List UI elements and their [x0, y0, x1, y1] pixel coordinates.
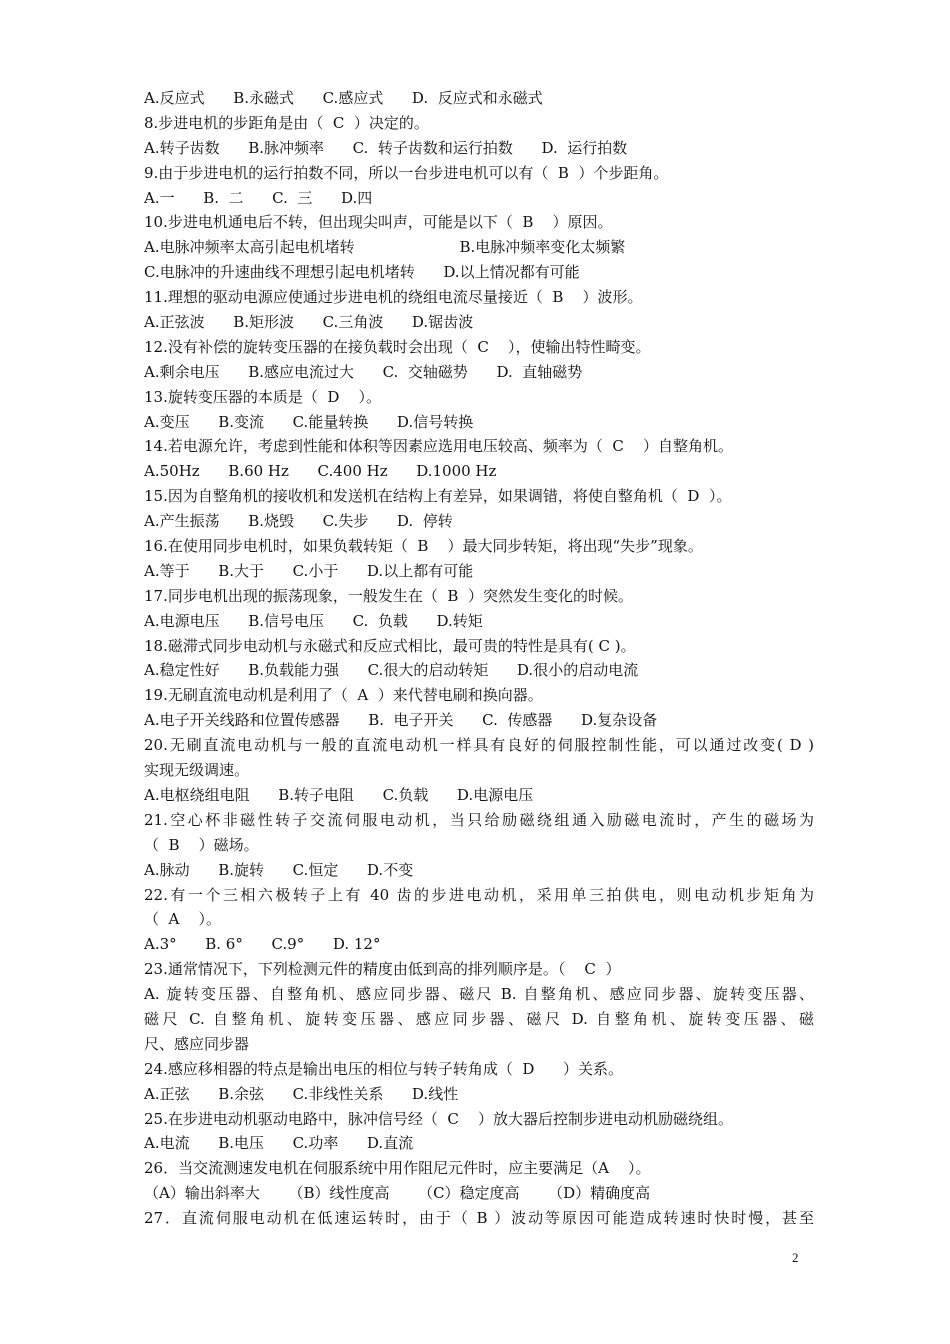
text-line: 27．直流伺服电动机在低速运转时，由于（ B ）波动等原因可能造成转速时快时慢，甚至 [144, 1209, 814, 1228]
text-line: A.脉动 B.旋转 C.恒定 D.不变 [144, 860, 414, 879]
text-line: 22.有一个三相六极转子上有 40 齿的步进电动机，采用单三拍供电，则电动机步矩角为 [144, 885, 814, 904]
page-number: 2 [792, 1250, 799, 1265]
text-line: A.正弦 B.余弦 C.非线性关系 D.线性 [144, 1084, 459, 1103]
text-line: 9.由于步进电机的运行拍数不同，所以一台步进电机可以有（ B ）个步距角。 [144, 163, 669, 182]
text-line: A.电脉冲频率太高引起电机堵转 B.电脉冲频率变化太频繁 [144, 238, 626, 257]
question-text-block [144, 86, 814, 1231]
text-line: A.50Hz B.60 Hz C.400 Hz D.1000 Hz [144, 462, 497, 481]
text-line: A.反应式 B.永磁式 C.感应式 D. 反应式和永磁式 [144, 89, 543, 107]
text-line: 14.若电源允许，考虑到性能和体积等因素应选用电压较高、频率为（ C ）自整角机。 [144, 437, 733, 456]
text-line: 19.无刷直流电动机是利用了（ A ）来代替电刷和换向器。 [144, 686, 543, 705]
text-line: 10.步进电机通电后不转，但出现尖叫声，可能是以下（ B ）原因。 [144, 213, 613, 232]
text-line: 实现无级调速。 [144, 761, 250, 780]
text-line: A.等于 B.大于 C.小于 D.以上都有可能 [144, 561, 474, 580]
text-line: A.一 B. 二 C. 三 D.四 [144, 188, 373, 207]
text-line: 15.因为自整角机的接收机和发送机在结构上有差异，如果调错，将使自整角机（ D ）。 [144, 487, 732, 506]
text-line: A.剩余电压 B.感应电流过大 C. 交轴磁势 D. 直轴磁势 [144, 362, 583, 381]
text-line: 24.感应移相器的特点是输出电压的相位与转子转角成（ D ）关系。 [144, 1059, 624, 1078]
text-line: 17.同步电机出现的振荡现象，一般发生在（ B ）突然发生变化的时候。 [144, 586, 633, 605]
text-line: （ A ）。 [144, 910, 221, 929]
text-line: 磁尺 C. 自整角机、旋转变压器、感应同步器、磁尺 D. 自整角机、旋转变压器、磁 [144, 1009, 814, 1028]
text-line: A.电流 B.电压 C.功率 D.直流 [144, 1134, 414, 1153]
text-line: A.电子开关线路和位置传感器 B. 电子开关 C. 传感器 D.复杂设备 [144, 711, 658, 730]
text-line: A.电枢绕组电阻 B.转子电阻 C.负载 D.电源电压 [144, 785, 534, 804]
text-line: （ B ）磁场。 [144, 835, 259, 854]
text-line: 13.旋转变压器的本质是（ D ）。 [144, 387, 381, 406]
text-line: 23.通常情况下，下列检测元件的精度由低到高的排列顺序是。（ C ） [144, 960, 621, 979]
text-line: A.产生振荡 B.烧毁 C.失步 D. 停转 [144, 512, 453, 531]
text-line: A.正弦波 B.矩形波 C.三角波 D.锯齿波 [144, 313, 474, 332]
text-line: A.变压 B.变流 C.能量转换 D.信号转换 [144, 412, 474, 431]
text-line: 25.在步进电动机驱动电路中，脉冲信号经（ C ）放大器后控制步进电动机励磁绕组。 [144, 1109, 733, 1128]
text-line: 18.磁滞式同步电动机与永磁式和反应式相比，最可贵的特性是具有( C )。 [144, 636, 636, 655]
text-line: 21.空心杯非磁性转子交流伺服电动机，当只给励磁绕组通入励磁电流时，产生的磁场为 [144, 810, 814, 829]
text-line: A.电源电压 B.信号电压 C. 负载 D.转矩 [144, 611, 483, 630]
text-line: A.稳定性好 B.负载能力强 C.很大的启动转矩 D.很小的启动电流 [144, 661, 639, 680]
text-line: 8.步进电机的步距角是由（ C ）决定的。 [144, 113, 429, 132]
text-line: A. 旋转变压器、自整角机、感应同步器、磁尺 B. 自整角机、感应同步器、旋转变压器、 [144, 985, 814, 1004]
text-line: 16.在使用同步电机时，如果负载转矩（ B ）最大同步转矩，将出现“失步”现象。 [144, 537, 703, 556]
text-line: A.转子齿数 B.脉冲频率 C. 转子齿数和运行拍数 D. 运行拍数 [144, 138, 628, 157]
text-line: 12.没有补偿的旋转变压器的在接负载时会出现（ C ），使输出特性畸变。 [144, 337, 651, 356]
text-line: A.3° B. 6° C.9° D. 12° [144, 935, 381, 954]
text-line: C.电脉冲的升速曲线不理想引起电机堵转 D.以上情况都有可能 [144, 263, 580, 282]
text-line: 26．当交流测速发电机在伺服系统中用作阻尼元件时，应主要满足（A ）。 [144, 1159, 651, 1178]
text-line: （A）输出斜率大 （B）线性度高 （C）稳定度高 （D）精确度高 [144, 1184, 651, 1203]
text-line: 20.无刷直流电动机与一般的直流电动机一样具有良好的伺服控制性能，可以通过改变( D ) [144, 736, 814, 755]
text-line: 尺、感应同步器 [144, 1034, 250, 1053]
text-line: 11.理想的驱动电源应使通过步进电机的绕组电流尽量接近（ B ）波形。 [144, 288, 643, 307]
